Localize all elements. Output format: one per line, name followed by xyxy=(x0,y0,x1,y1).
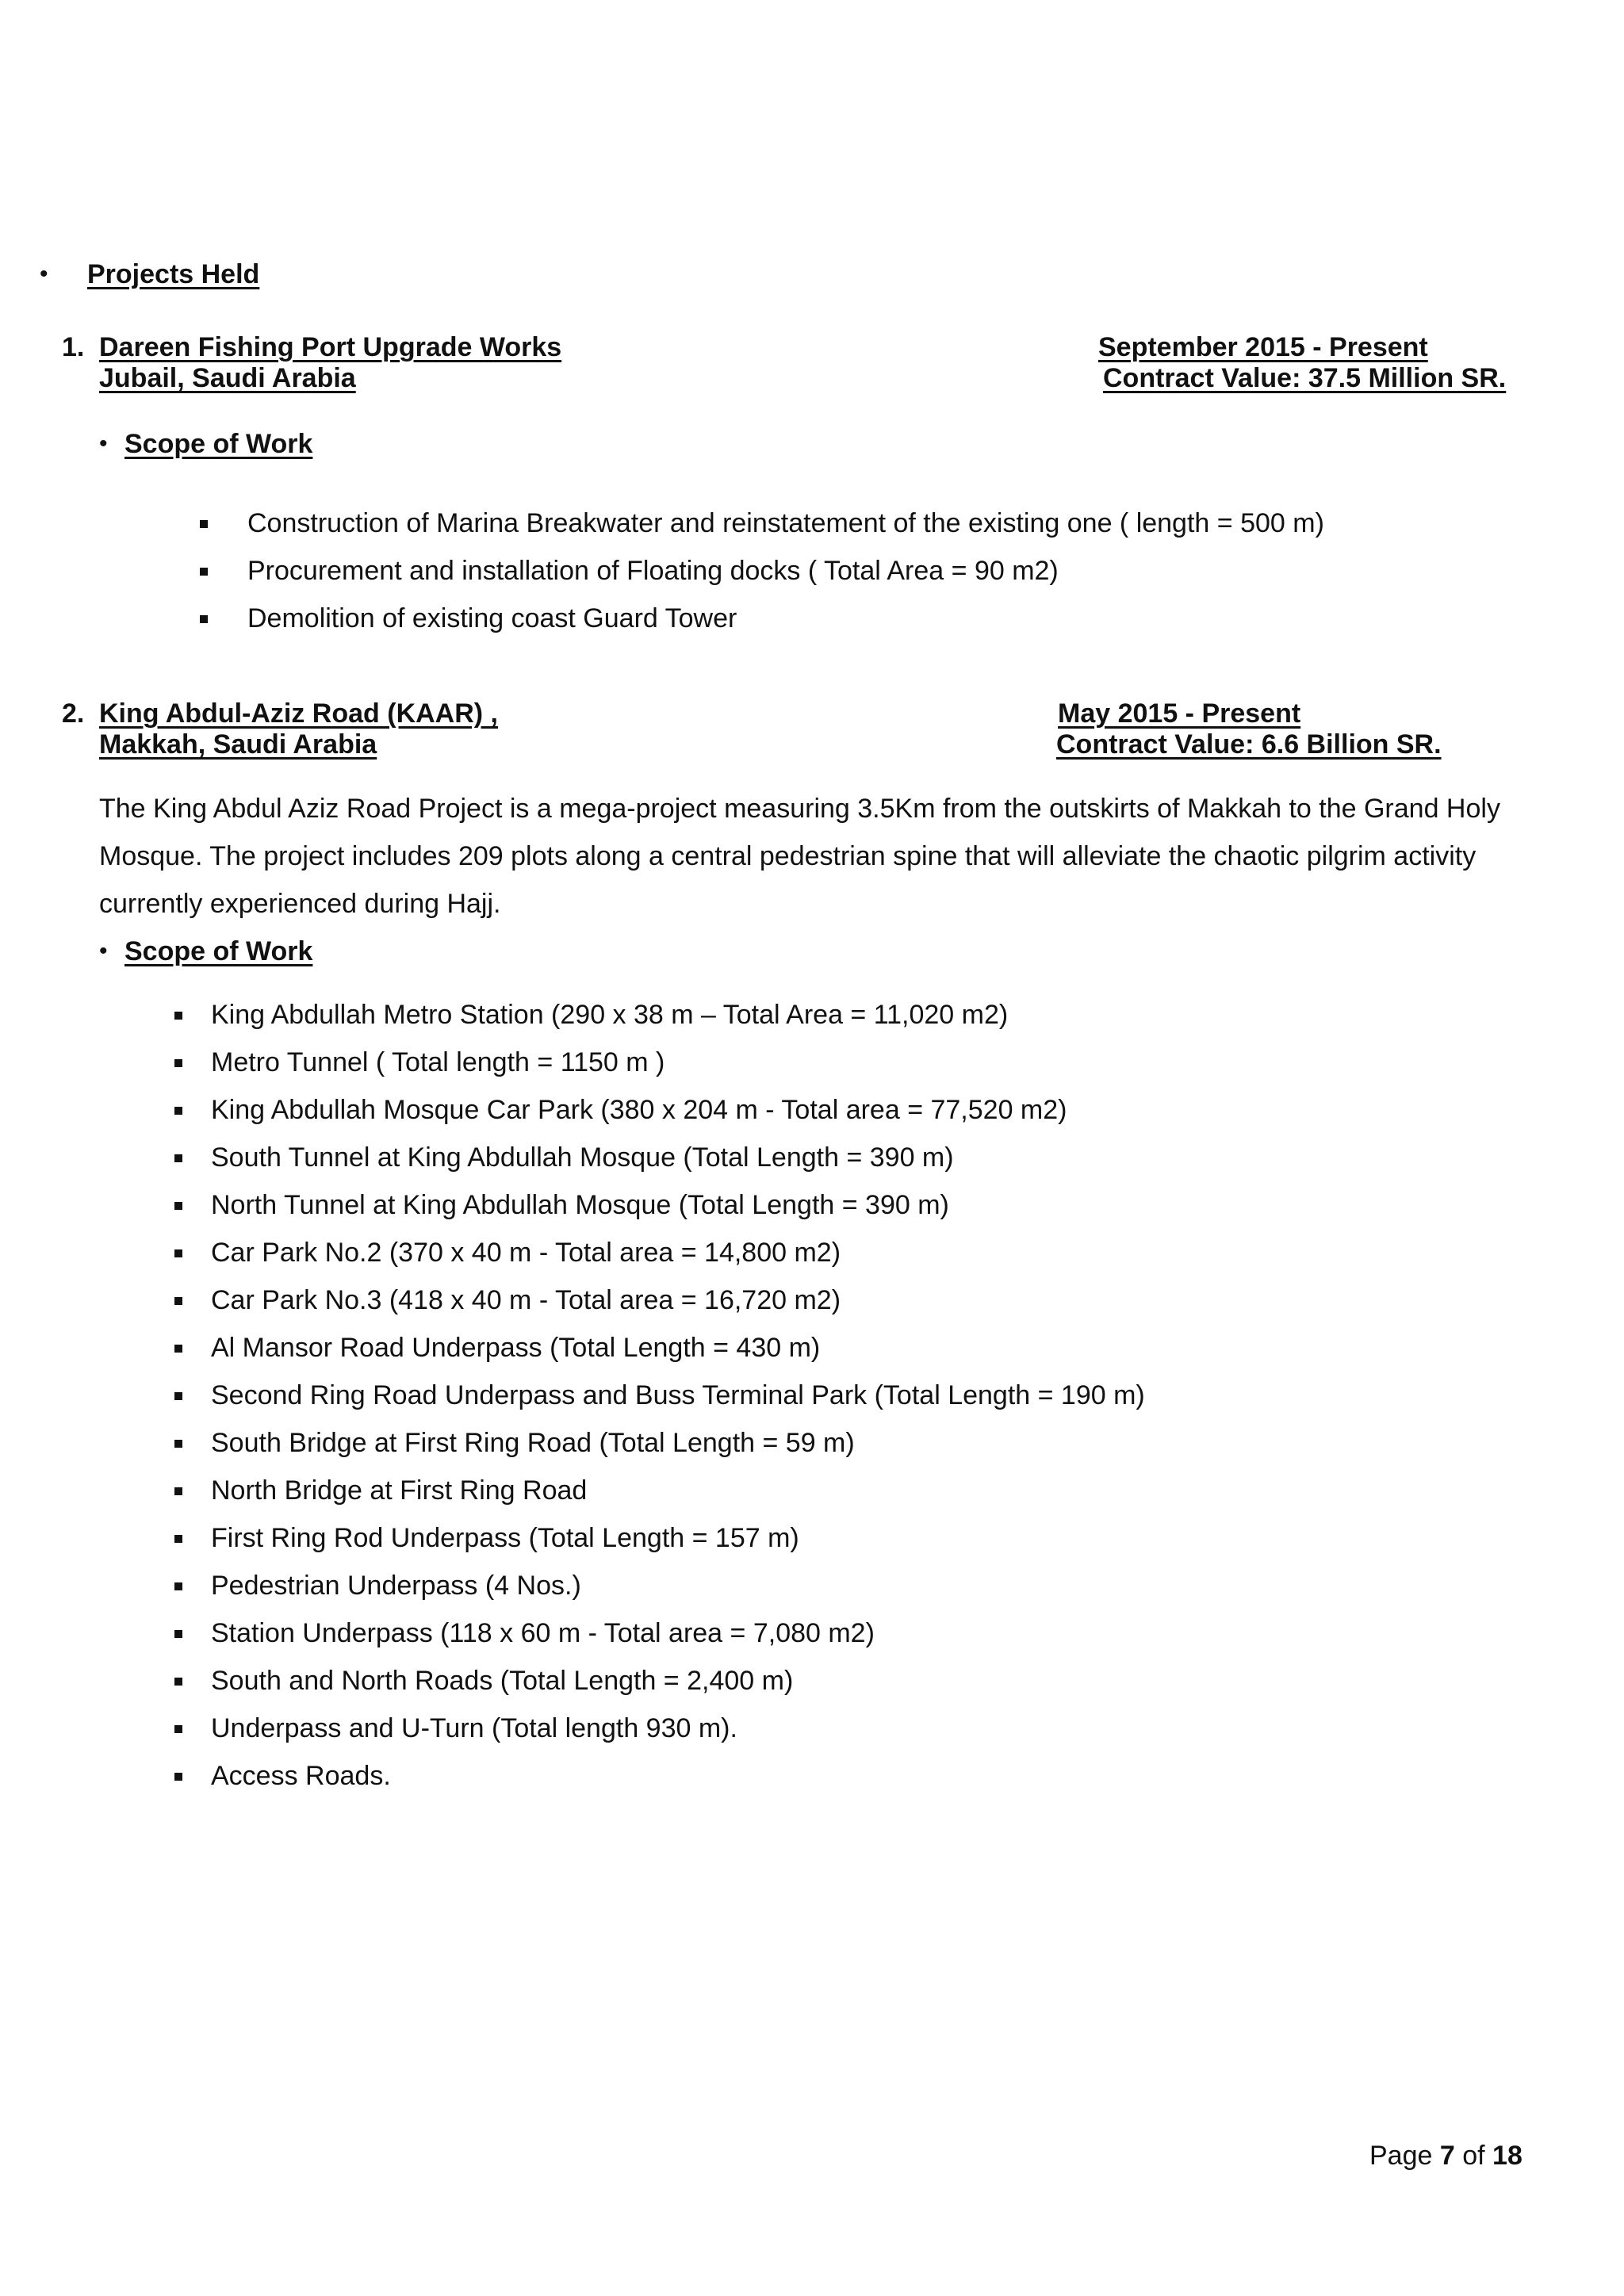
project-1-contract-value: Contract Value: 37.5 Million SR. xyxy=(1103,363,1507,393)
project-2-scope-title: Scope of Work xyxy=(124,936,313,966)
scope-item-text: South Tunnel at King Abdullah Mosque (Total Length = 390 m) xyxy=(211,1142,954,1173)
of-word: of xyxy=(1462,2141,1485,2171)
square-bullet-icon xyxy=(200,568,208,576)
project-1-period: September 2015 - Present xyxy=(1098,332,1428,362)
project-1-name: Dareen Fishing Port Upgrade Works xyxy=(99,332,562,362)
square-bullet-icon xyxy=(174,1487,182,1495)
square-bullet-icon xyxy=(174,1107,182,1115)
project-2-location: Makkah, Saudi Arabia xyxy=(99,729,377,760)
page-total: 18 xyxy=(1492,2141,1522,2171)
bullet-dot: • xyxy=(40,261,48,287)
square-bullet-icon xyxy=(174,1630,182,1638)
square-bullet-icon xyxy=(174,1012,182,1020)
square-bullet-icon xyxy=(174,1345,182,1353)
scope-item-text: North Tunnel at King Abdullah Mosque (Total Length = 390 m) xyxy=(211,1190,949,1220)
page-footer xyxy=(1369,2141,1522,2172)
scope-item-text: Underpass and U-Turn (Total length 930 m). xyxy=(211,1713,737,1743)
square-bullet-icon xyxy=(174,1059,182,1067)
square-bullet-icon xyxy=(174,1773,182,1781)
section-title: Projects Held xyxy=(87,259,260,289)
square-bullet-icon xyxy=(174,1249,182,1257)
square-bullet-icon xyxy=(174,1535,182,1543)
scope-item-text: First Ring Rod Underpass (Total Length = 157 m) xyxy=(211,1523,799,1553)
scope-item-text: King Abdullah Metro Station (290 x 38 m – Total Area = 11,020 m2) xyxy=(211,1000,1009,1030)
bullet-dot: • xyxy=(99,938,108,964)
square-bullet-icon xyxy=(174,1154,182,1162)
project-1-location: Jubail, Saudi Arabia xyxy=(99,363,356,393)
scope-item-text: Access Roads. xyxy=(211,1761,391,1791)
square-bullet-icon xyxy=(174,1725,182,1733)
square-bullet-icon xyxy=(174,1440,182,1448)
project-2-period: May 2015 - Present xyxy=(1058,698,1301,729)
scope-item-text: Station Underpass (118 x 60 m - Total area = 7,080 m2) xyxy=(211,1618,875,1648)
square-bullet-icon xyxy=(174,1202,182,1210)
scope-item-text: King Abdullah Mosque Car Park (380 x 204 m - Total area = 77,520 m2) xyxy=(211,1095,1067,1125)
scope-item-text: Procurement and installation of Floating docks ( Total Area = 90 m2) xyxy=(247,556,1059,586)
square-bullet-icon xyxy=(174,1392,182,1400)
square-bullet-icon xyxy=(174,1678,182,1686)
scope-item-text: North Bridge at First Ring Road xyxy=(211,1475,588,1506)
square-bullet-icon xyxy=(200,520,208,528)
project-1-scope-title: Scope of Work xyxy=(124,429,313,459)
bullet-dot: • xyxy=(99,430,108,457)
square-bullet-icon xyxy=(200,615,208,623)
project-2-name: King Abdul-Aziz Road (KAAR) , xyxy=(99,698,498,729)
square-bullet-icon xyxy=(174,1297,182,1305)
project-2-number: 2. xyxy=(62,698,85,729)
scope-item-text: Construction of Marina Breakwater and reinstatement of the existing one ( length = 500 m) xyxy=(247,508,1324,538)
page-current: 7 xyxy=(1439,2141,1455,2171)
page-word: Page xyxy=(1369,2141,1433,2171)
project-2-description: The King Abdul Aziz Road Project is a mega-project measuring 3.5Km from the outskirts of Makkah to the Grand Holy Mosque. The project includes 209 plots along a central pedestrian spine that will alleviate the chaotic pilgrim activity currently experienced during Hajj. xyxy=(99,794,1500,919)
scope-item-text: Al Mansor Road Underpass (Total Length = 430 m) xyxy=(211,1333,821,1363)
scope-item-text: South Bridge at First Ring Road (Total Length = 59 m) xyxy=(211,1428,855,1458)
scope-item-text: South and North Roads (Total Length = 2,400 m) xyxy=(211,1666,794,1696)
scope-item-text: Demolition of existing coast Guard Tower xyxy=(247,603,737,633)
scope-item-text: Car Park No.2 (370 x 40 m - Total area = 14,800 m2) xyxy=(211,1238,841,1268)
scope-item-text: Pedestrian Underpass (4 Nos.) xyxy=(211,1571,581,1601)
scope-item-text: Metro Tunnel ( Total length = 1150 m ) xyxy=(211,1047,665,1077)
project-2-contract-value: Contract Value: 6.6 Billion SR. xyxy=(1056,729,1442,760)
project-1-number: 1. xyxy=(62,332,85,362)
square-bullet-icon xyxy=(174,1582,182,1590)
scope-item-text: Second Ring Road Underpass and Buss Terminal Park (Total Length = 190 m) xyxy=(211,1380,1145,1410)
scope-item-text: Car Park No.3 (418 x 40 m - Total area = 16,720 m2) xyxy=(211,1285,841,1315)
